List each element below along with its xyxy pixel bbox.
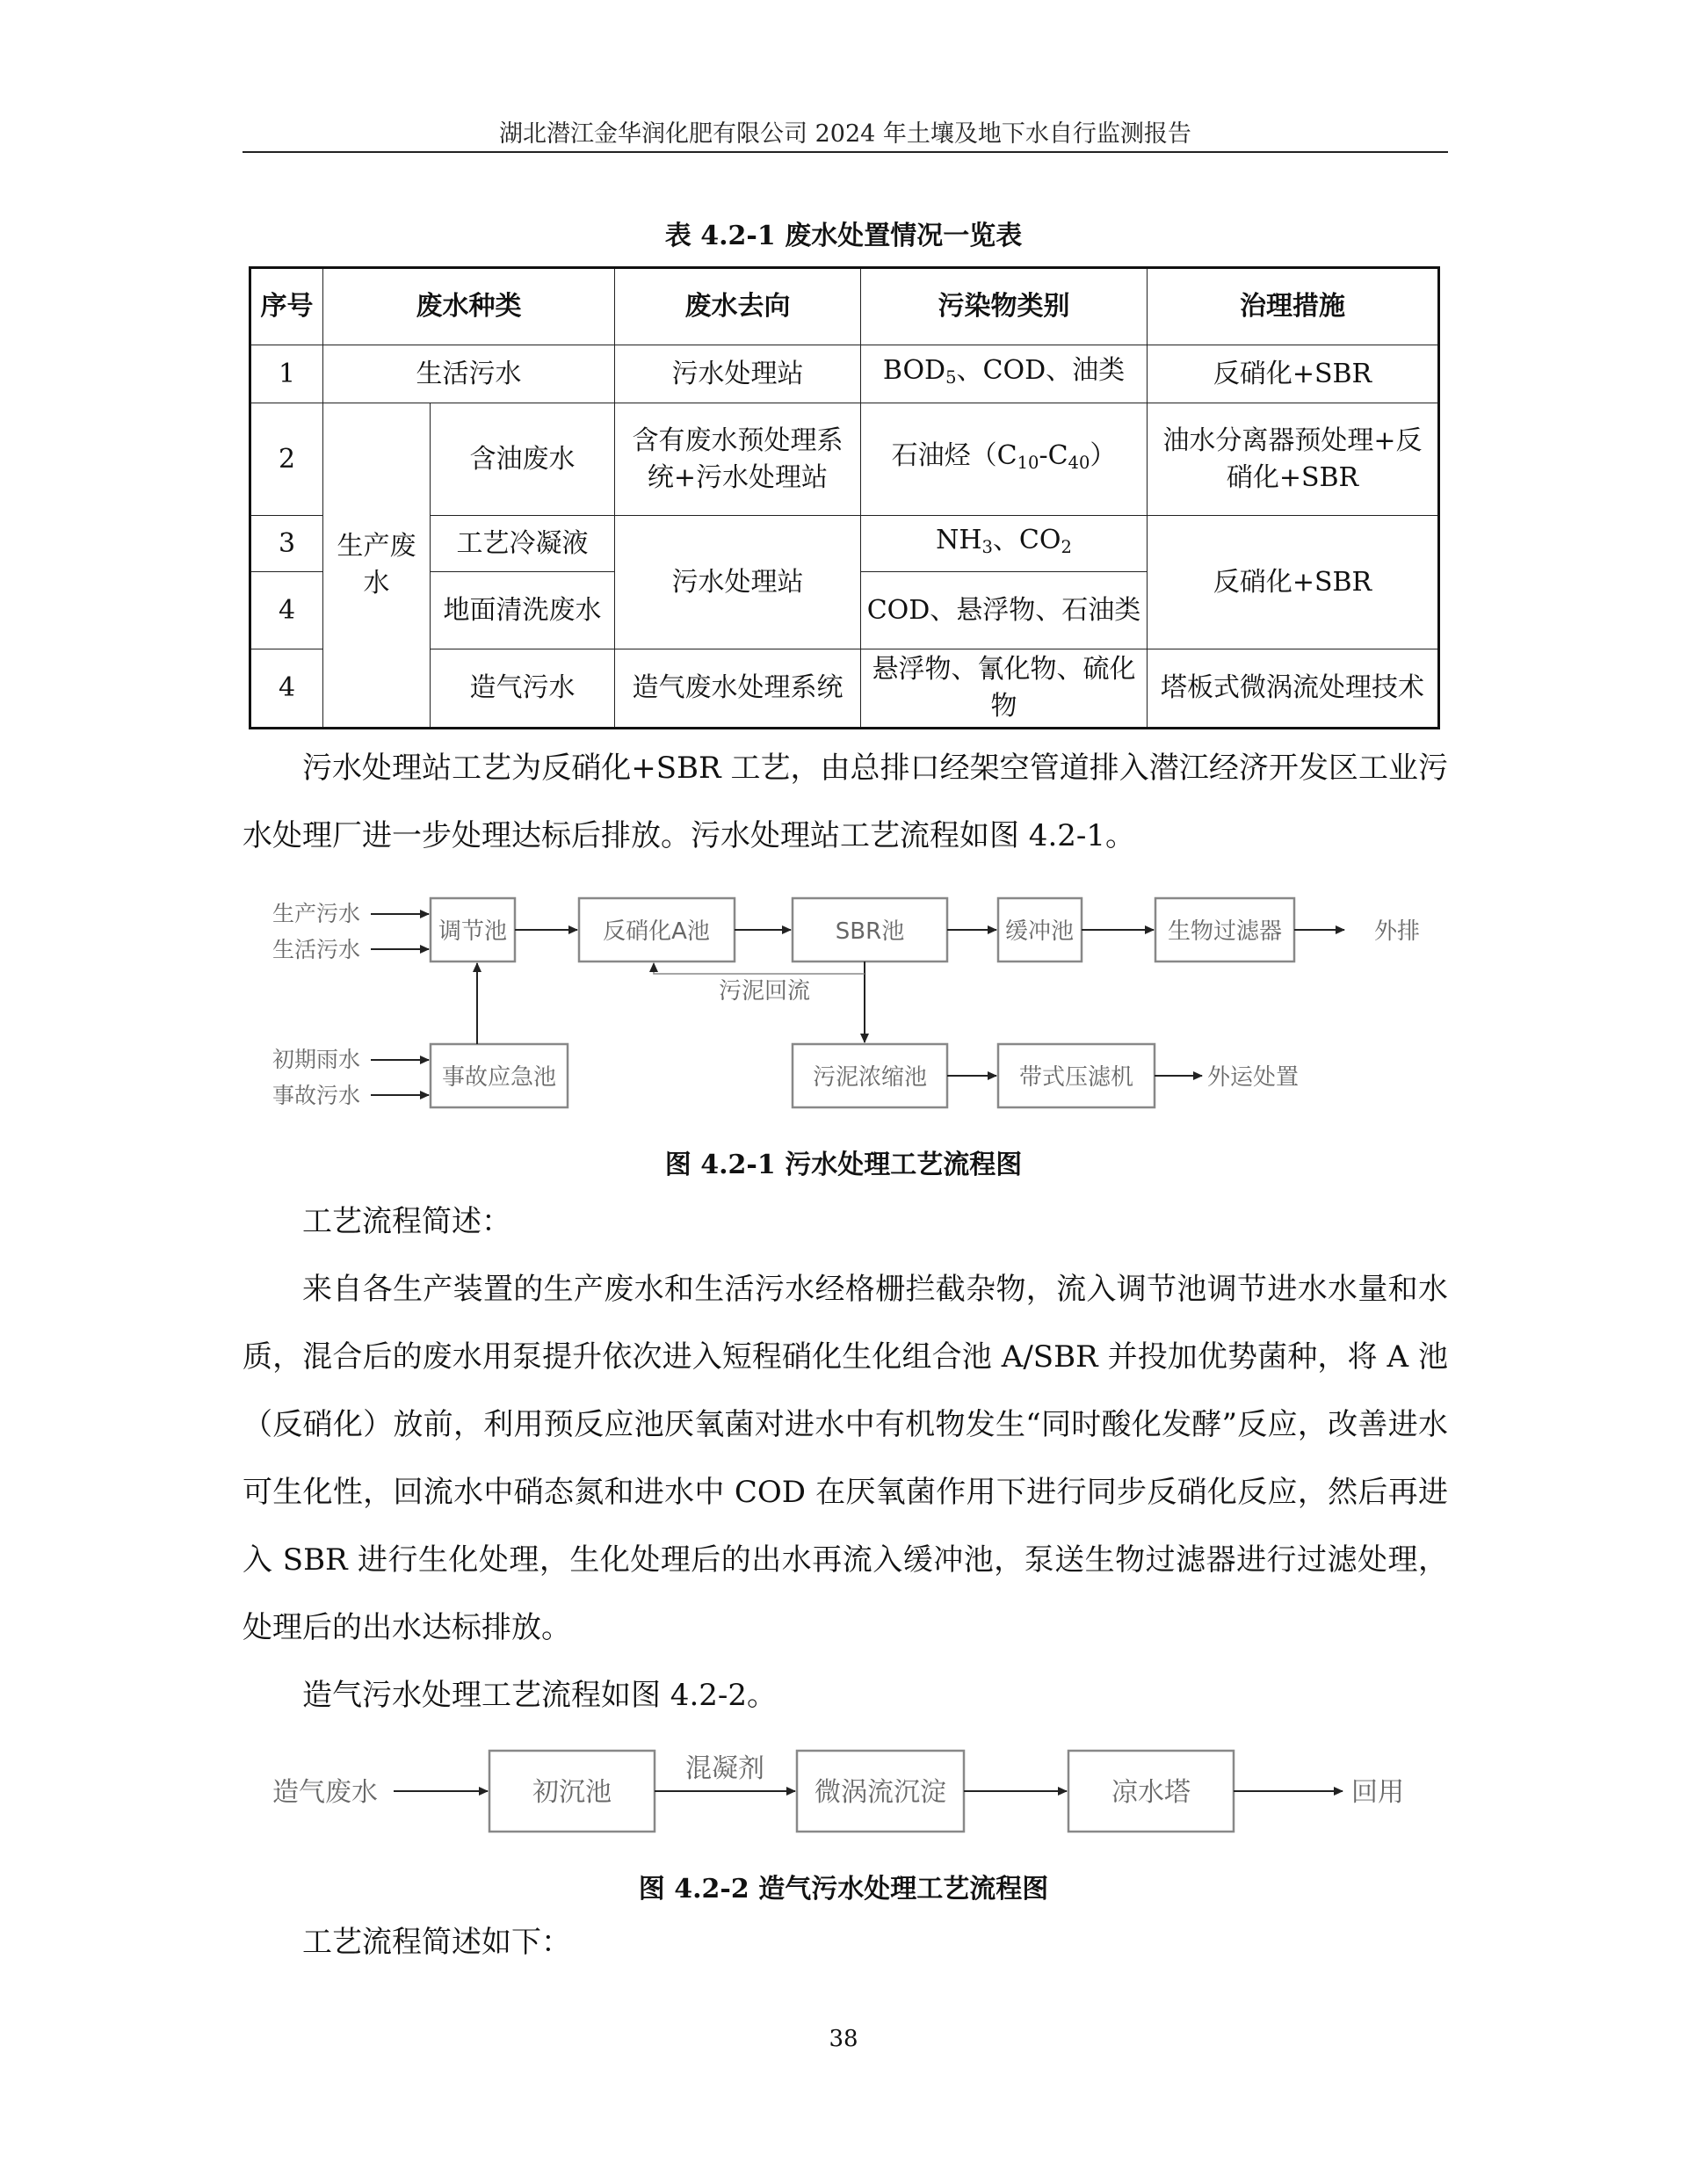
cell-treatment: 反硝化+SBR xyxy=(1148,516,1439,649)
label-box: 缓冲池 xyxy=(1004,918,1075,945)
label-box: SBR池 xyxy=(835,918,905,945)
label-output: 外运处置 xyxy=(1206,1064,1300,1091)
label-box: 反硝化A池 xyxy=(603,918,710,945)
figure1-caption: 图 4.2-1 污水处理工艺流程图 xyxy=(664,1150,1023,1180)
cell-pollutant: $BOD_5$、COD、油类 xyxy=(861,345,1148,403)
paragraph: 工艺流程简述如下： xyxy=(302,1925,571,1960)
cell-no: 4 xyxy=(250,572,323,649)
header-treatment: 治理措施 xyxy=(1148,268,1439,345)
label-input: 事故污水 xyxy=(272,1083,361,1108)
figure2-caption: 图 4.2-2 造气污水处理工艺流程图 xyxy=(638,1874,1049,1905)
cell-destination: 造气废水处理系统 xyxy=(615,649,861,729)
cell-no: 2 xyxy=(250,403,323,516)
cell-category: 生活污水 xyxy=(323,345,615,403)
paragraph: 来自各生产装置的生产废水和生活污水经格栅拦截杂物，流入调节池调节进水水量和水质，混合后的废水用泵提升依次进入短程硝化生化组合池 A/SBR 并投加优势菌种，将 A 池（反硝化）放前，利用预反应池厌氧菌对进水中有机物发生“同时酸化发酵”反应，改善进水可生化性，回流水中硝态氮和进水中 COD 在厌氧菌作用下进行同步反硝化反应，然后再进入 SBR 进行生化处理，生化处理后的出水再流入缓冲池，泵送生物过滤器进行过滤处理，处理后的出水达标排放。 xyxy=(243,1272,1448,1645)
label-box: 污泥浓缩池 xyxy=(812,1064,928,1091)
cell-destination: 污水处理站 xyxy=(615,516,861,649)
cell-pollutant: COD、悬浮物、石油类 xyxy=(861,572,1148,649)
cell-destination: 污水处理站 xyxy=(615,345,861,403)
label-sludge-return: 污泥回流 xyxy=(718,978,811,1005)
cell-category: 生产废水 xyxy=(323,403,431,729)
cell-type: 地面清洗废水 xyxy=(431,572,615,649)
paragraph: 工艺流程简述： xyxy=(302,1204,511,1239)
label-input: 生产污水 xyxy=(272,901,361,926)
table-caption: 表 4.2-1 废水处置情况一览表 xyxy=(664,221,1023,251)
cell-treatment: 塔板式微涡流处理技术 xyxy=(1148,649,1439,729)
cell-no: 1 xyxy=(250,345,323,403)
cell-type: 工艺冷凝液 xyxy=(431,516,615,572)
page-number: 38 xyxy=(829,2026,858,2052)
label-box: 凉水塔 xyxy=(1111,1777,1191,1808)
cell-pollutant: 悬浮物、氰化物、硫化物 xyxy=(861,649,1148,729)
cell-no: 4 xyxy=(250,649,323,729)
label-additive: 混凝剂 xyxy=(685,1753,764,1784)
header-type: 废水种类 xyxy=(323,268,615,345)
label-box: 带式压滤机 xyxy=(1018,1064,1134,1091)
header-pollutant: 污染物类别 xyxy=(861,268,1148,345)
cell-type: 造气污水 xyxy=(431,649,615,729)
label-box: 事故应急池 xyxy=(441,1064,557,1091)
header-no: 序号 xyxy=(250,268,323,345)
page-header: 湖北潜江金华润化肥有限公司 2024 年土壤及地下水自行监测报告 xyxy=(499,120,1191,148)
cell-pollutant: 石油烃$(C_{10}-C_{40})$ xyxy=(861,403,1148,516)
cell-treatment: 油水分离器预处理+反硝化+SBR xyxy=(1148,403,1439,516)
header-destination: 废水去向 xyxy=(615,268,861,345)
cell-pollutant: $NH_3$、$CO_2$ xyxy=(861,516,1148,572)
label-output: 回用 xyxy=(1351,1777,1404,1808)
cell-no: 3 xyxy=(250,516,323,572)
cell-treatment: 反硝化+SBR xyxy=(1148,345,1439,403)
cell-destination: 含有废水预处理系统+污水处理站 xyxy=(615,403,861,516)
label-box: 初沉池 xyxy=(532,1777,612,1808)
paragraph: 污水处理站工艺为反硝化+SBR 工艺，由总排口经架空管道排入潜江经济开发区工业污水处理厂进一步处理达标后排放。污水处理站工艺流程如图 4.2-1。 xyxy=(243,751,1448,853)
paragraph: 造气污水处理工艺流程如图 4.2-2。 xyxy=(302,1678,777,1713)
cell-type: 含油废水 xyxy=(431,403,615,516)
label-box: 生物过滤器 xyxy=(1167,918,1283,945)
label-input: 造气废水 xyxy=(272,1777,378,1808)
label-output: 外排 xyxy=(1373,918,1421,945)
label-input: 初期雨水 xyxy=(272,1047,361,1072)
label-box: 调节池 xyxy=(438,918,508,945)
label-box: 微涡流沉淀 xyxy=(815,1777,946,1808)
label-input: 生活污水 xyxy=(272,937,361,962)
